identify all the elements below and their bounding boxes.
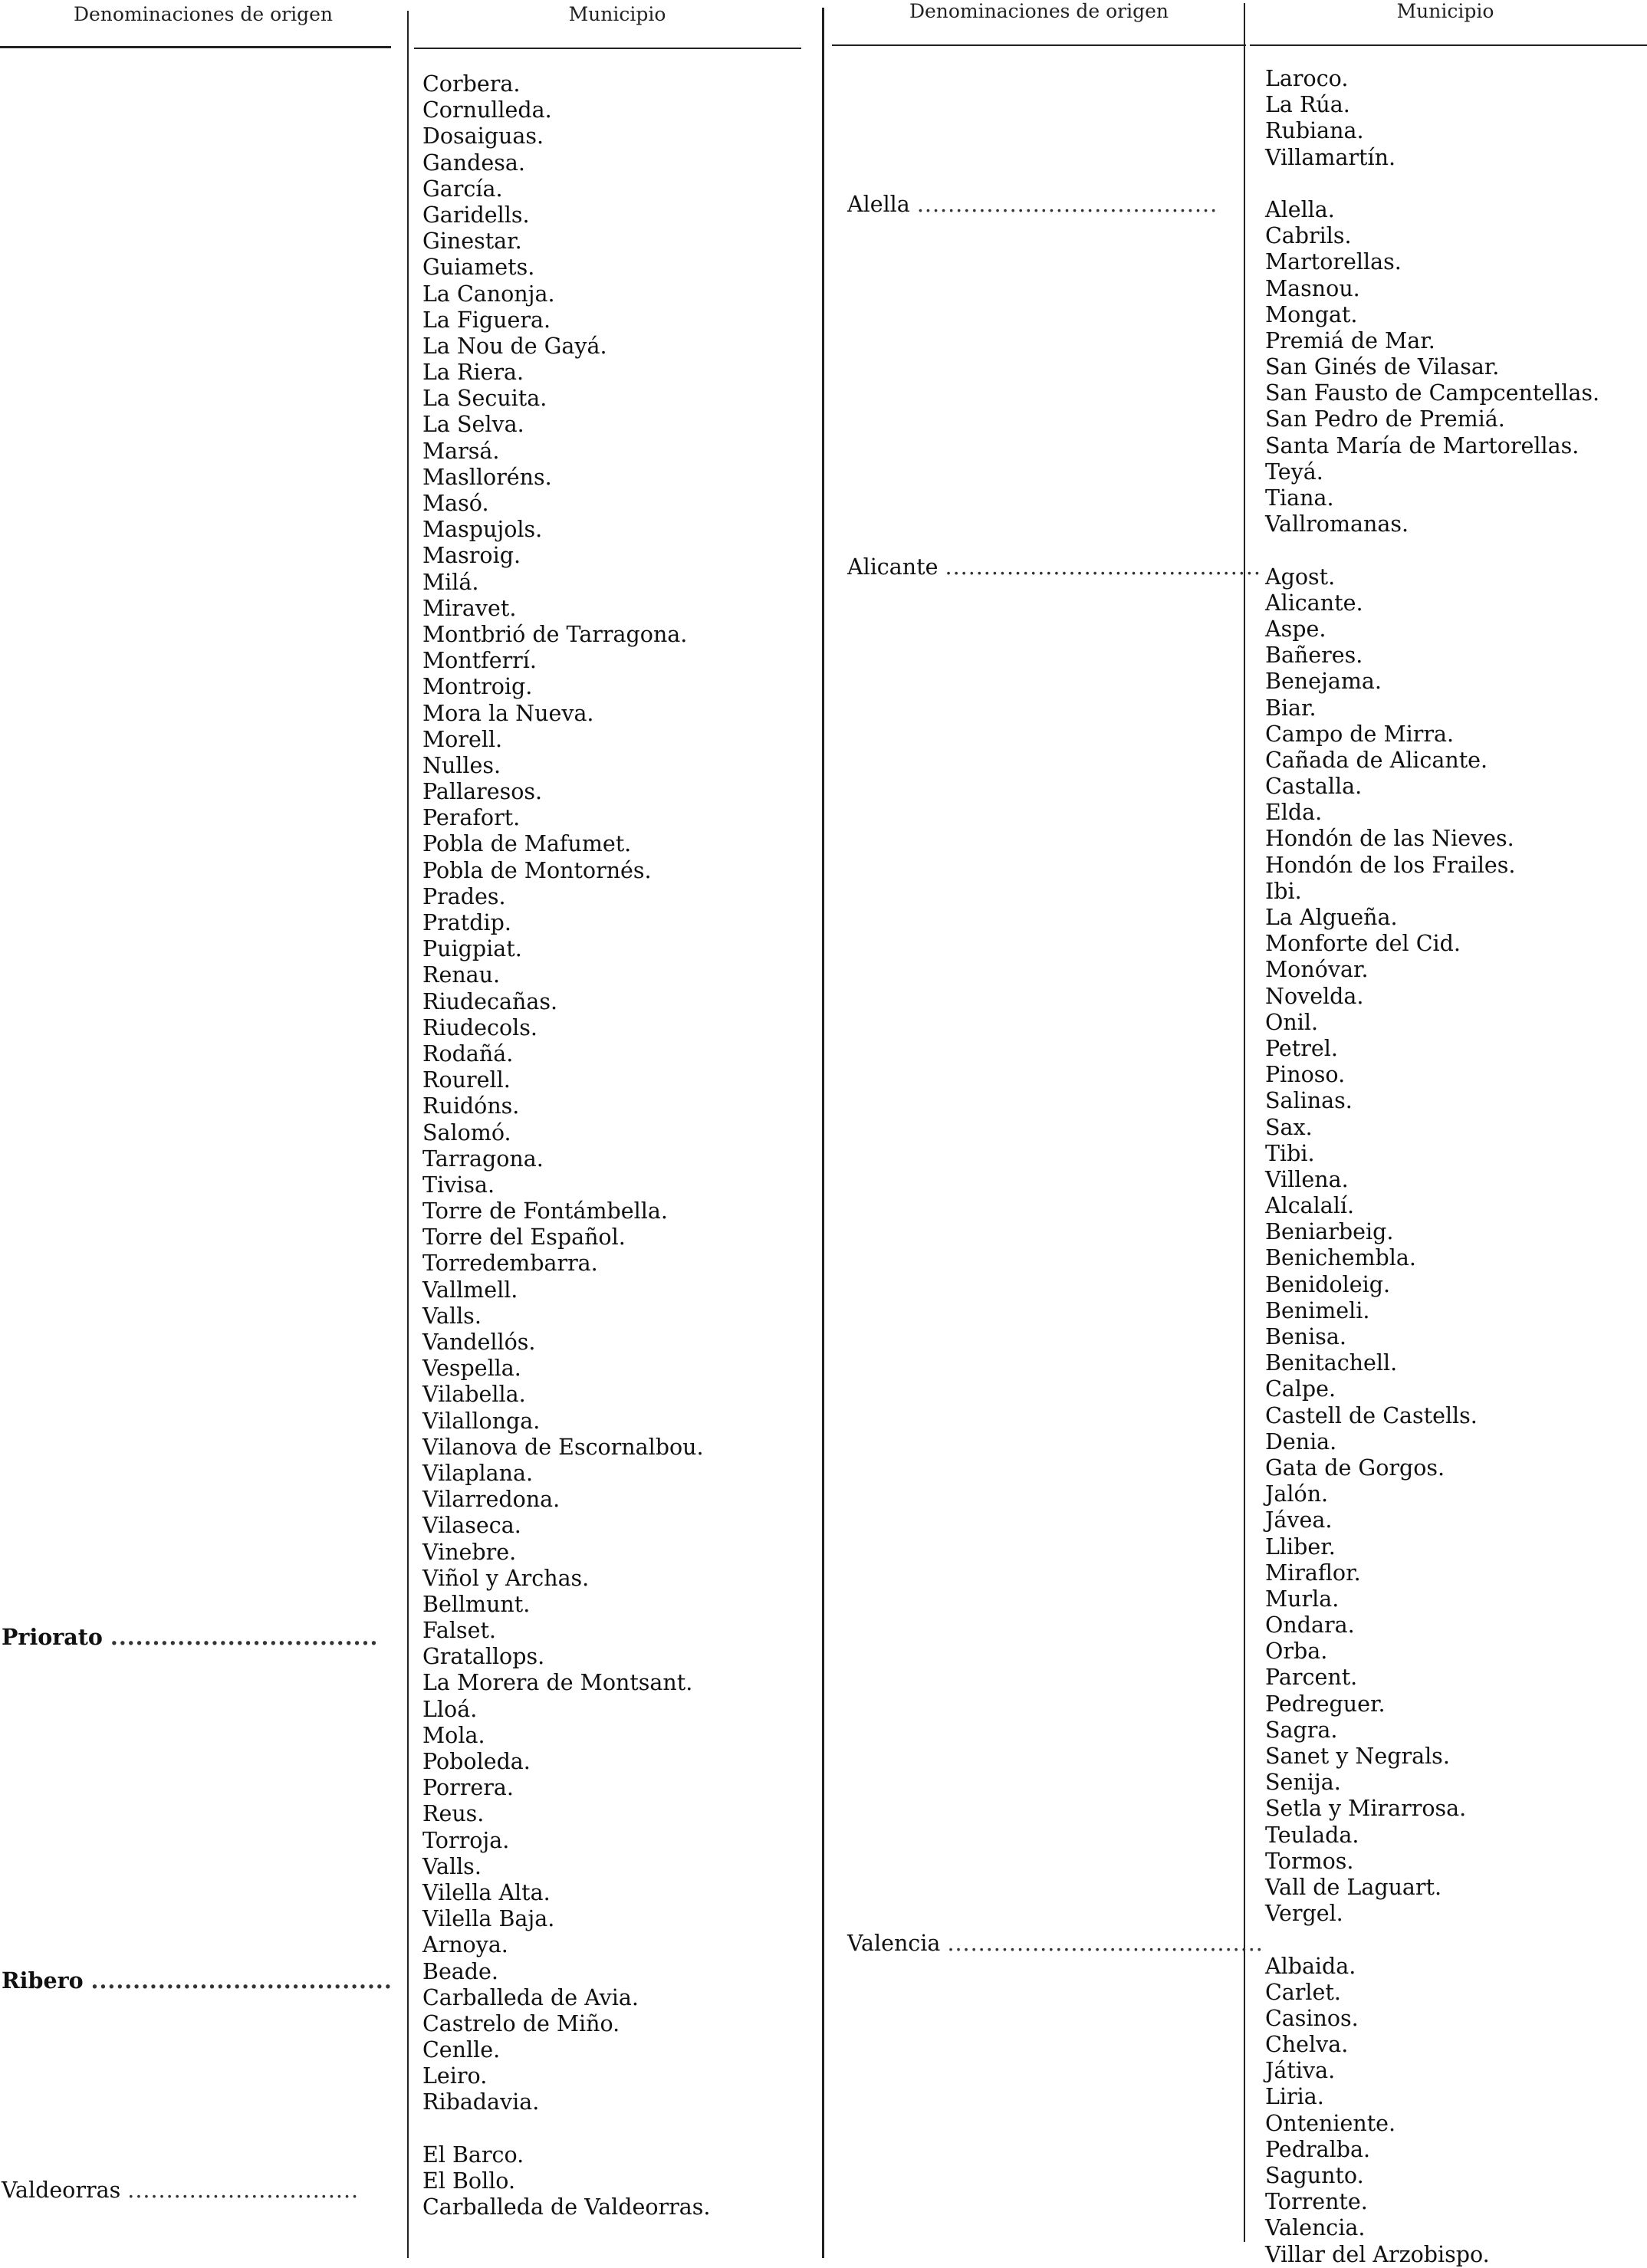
- column-separator-1: [407, 11, 409, 2258]
- denominacion-name: Alella: [847, 192, 910, 217]
- municipio-item: Monóvar.: [1265, 957, 1369, 983]
- municipio-item: Senija.: [1265, 1770, 1341, 1796]
- municipio-item: Novelda.: [1265, 983, 1364, 1009]
- municipio-item: Carballeda de Avia.: [422, 1984, 639, 2010]
- municipio-item: Lliber.: [1265, 1533, 1336, 1560]
- municipio-item: San Pedro de Premiá.: [1265, 406, 1505, 432]
- municipio-item: Maspujols.: [422, 517, 543, 543]
- municipio-item: Teulada.: [1265, 1822, 1359, 1848]
- municipio-item: San Ginés de Vilasar.: [1265, 354, 1500, 380]
- municipio-item: Calpe.: [1265, 1376, 1336, 1402]
- municipio-item: Alicante.: [1265, 590, 1363, 616]
- municipio-item: Chelva.: [1265, 2032, 1349, 2058]
- municipio-item: Torre del Español.: [422, 1224, 626, 1251]
- municipio-item: Puigpiat.: [422, 936, 522, 962]
- denominacion-priorato: [2, 1624, 378, 1650]
- municipio-item: Cenlle.: [422, 2037, 501, 2063]
- municipio-item: Liria.: [1265, 2084, 1324, 2110]
- municipio-item: Pedreguer.: [1265, 1691, 1386, 1717]
- municipio-item: Pobla de Montornés.: [422, 857, 652, 883]
- municipio-item: Dosaiguas.: [422, 123, 544, 150]
- municipio-item: Pedralba.: [1265, 2136, 1371, 2162]
- header-rule-left-2: [414, 48, 801, 49]
- municipio-item: Vilaseca.: [422, 1513, 521, 1539]
- municipio-item: Salomó.: [422, 1119, 511, 1146]
- municipio-item: Miravet.: [422, 595, 517, 621]
- municipio-item: Bañeres.: [1265, 643, 1363, 669]
- municipio-item: Petrel.: [1265, 1035, 1338, 1061]
- municipio-item: Arnoya.: [422, 1932, 508, 1958]
- municipio-item: Castalla.: [1265, 774, 1363, 800]
- municipio-item: García.: [422, 176, 503, 202]
- municipio-item: Masó.: [422, 491, 489, 516]
- municipio-item: Renau.: [422, 962, 501, 988]
- municipio-item: Rubiana.: [1265, 118, 1364, 144]
- municipio-item: Beniarbeig.: [1265, 1219, 1394, 1245]
- municipio-item: Carlet.: [1265, 1979, 1341, 2005]
- municipio-item: Vallromanas.: [1265, 511, 1409, 537]
- municipio-item: Játiva.: [1265, 2058, 1336, 2084]
- header-rule-right-2: [1250, 44, 1647, 46]
- municipio-item: Villar del Arzobispo.: [1265, 2241, 1490, 2267]
- municipio-item: Vilella Alta.: [422, 1879, 551, 1905]
- dot-leader: .......................................: [916, 192, 1218, 217]
- municipio-item: Monforte del Cid.: [1265, 931, 1461, 957]
- municipio-item: Riudecols.: [422, 1014, 537, 1040]
- municipio-item: Vallmell.: [422, 1277, 518, 1303]
- municipio-item: La Nou de Gayá.: [422, 333, 607, 359]
- municipio-item: Prades.: [422, 883, 506, 909]
- header-rule-left-1: [0, 46, 391, 48]
- municipio-item: Tormos.: [1265, 1848, 1354, 1874]
- municipio-item: San Fausto de Campcentellas.: [1265, 380, 1600, 406]
- municipio-item: La Secuita.: [422, 386, 547, 412]
- municipio-item: Cornulleda.: [422, 97, 552, 123]
- denominacion-name: Alicante: [847, 554, 939, 580]
- municipio-item: Albaida.: [1265, 1953, 1356, 1979]
- dot-leader: ................................: [110, 1624, 379, 1650]
- municipio-item: Salinas.: [1265, 1088, 1353, 1114]
- municipio-item: Pallaresos.: [422, 779, 543, 805]
- municipio-item: Sagunto.: [1265, 2163, 1364, 2188]
- denominacion-alicante: [847, 554, 1261, 580]
- municipio-item: Hondón de los Frailes.: [1265, 852, 1516, 878]
- municipio-item: Premiá de Mar.: [1265, 327, 1435, 353]
- municipio-item: Riudecañas.: [422, 988, 558, 1014]
- denominacion-name: Ribero: [2, 1967, 84, 1994]
- municipio-item: Mongat.: [1265, 301, 1358, 327]
- municipio-item: Carballeda de Valdeorras.: [422, 2194, 711, 2220]
- municipio-item: Torredembarra.: [422, 1251, 598, 1277]
- municipio-item: Vilaplana.: [422, 1460, 534, 1486]
- municipio-item: Masroig.: [422, 543, 521, 569]
- municipio-item: Tarragona.: [422, 1146, 544, 1172]
- municipio-item: Falset.: [422, 1618, 496, 1644]
- municipio-item: Valencia.: [1265, 2215, 1366, 2241]
- header-denominaciones-right: Denominaciones de origen: [909, 0, 1169, 22]
- municipio-item: Cabrils.: [1265, 223, 1352, 249]
- municipio-item: Valls.: [422, 1853, 482, 1879]
- municipio-item: Orba.: [1265, 1639, 1328, 1665]
- denominacion-name: Priorato: [2, 1624, 103, 1650]
- municipio-item: Elda.: [1265, 800, 1323, 826]
- municipio-item: Alcalalí.: [1265, 1193, 1355, 1219]
- municipio-item: Masnou.: [1265, 275, 1360, 301]
- municipio-item: Tiana.: [1265, 485, 1334, 511]
- municipio-item: Villena.: [1265, 1166, 1349, 1192]
- municipio-item: Rourell.: [422, 1067, 511, 1093]
- municipio-item: Montferrí.: [422, 648, 537, 674]
- denominacion-name: Valencia: [847, 1931, 941, 1956]
- municipio-item: Jalón.: [1265, 1481, 1329, 1507]
- municipio-item: Jávea.: [1265, 1507, 1333, 1533]
- municipio-item: Santa María de Martorellas.: [1265, 432, 1580, 459]
- municipio-item: Guiamets.: [422, 255, 535, 281]
- municipio-item: Montbrió de Tarragona.: [422, 621, 688, 647]
- municipio-item: Benisa.: [1265, 1324, 1346, 1349]
- municipio-item: La Algueña.: [1265, 905, 1398, 930]
- municipio-item: Milá.: [422, 569, 479, 595]
- municipio-item: Miraflor.: [1265, 1560, 1361, 1586]
- municipio-item: Torroja.: [422, 1827, 510, 1853]
- municipio-item: Casinos.: [1265, 2005, 1359, 2031]
- municipio-item: Lloá.: [422, 1696, 478, 1722]
- header-municipio-right: Municipio: [1396, 0, 1494, 22]
- municipio-item: La Selva.: [422, 412, 524, 438]
- municipio-item: Agost.: [1265, 564, 1336, 590]
- municipio-item: Benidoleig.: [1265, 1271, 1391, 1297]
- dot-leader: .........................................: [945, 554, 1261, 580]
- municipio-item: Porrera.: [422, 1775, 514, 1801]
- municipio-item: Benichembla.: [1265, 1245, 1416, 1271]
- municipio-item: Tivisa.: [422, 1172, 495, 1198]
- municipio-item: Mola.: [422, 1722, 485, 1748]
- municipio-list-left: [422, 71, 710, 2220]
- municipio-item: Vilabella.: [422, 1382, 526, 1408]
- municipio-item: Benimeli.: [1265, 1297, 1370, 1323]
- dot-leader: ..............................: [127, 2178, 360, 2203]
- municipio-item: Vall de Laguart.: [1265, 1874, 1442, 1900]
- municipio-item: Murla.: [1265, 1586, 1340, 1612]
- municipio-item: Vilanova de Escornalbou.: [422, 1434, 704, 1460]
- municipio-item: Montroig.: [422, 674, 533, 700]
- municipio-item: Vinebre.: [422, 1539, 517, 1565]
- municipio-item: Ondara.: [1265, 1612, 1355, 1639]
- municipio-item: Leiro.: [422, 2063, 488, 2089]
- municipio-item: Ginestar.: [422, 228, 522, 255]
- municipio-item: Poboleda.: [422, 1749, 531, 1774]
- municipio-item: Villamartín.: [1265, 144, 1396, 170]
- municipio-item: Garidells.: [422, 202, 530, 228]
- municipio-item: Onteniente.: [1265, 2110, 1396, 2136]
- municipio-item: Ruidóns.: [422, 1093, 520, 1119]
- municipio-item: Nulles.: [422, 752, 501, 778]
- municipio-item: Onil.: [1265, 1009, 1319, 1035]
- header-denominaciones-left: Denominaciones de origen: [73, 3, 334, 25]
- denominacion-alella: [847, 192, 1218, 218]
- municipio-item: Castell de Castells.: [1265, 1402, 1478, 1428]
- header-municipio-left: Municipio: [568, 3, 666, 25]
- municipio-item: Martorellas.: [1265, 249, 1402, 275]
- municipio-item: Pinoso.: [1265, 1062, 1346, 1088]
- municipio-item: Mora la Nueva.: [422, 700, 594, 726]
- municipio-item: Denia.: [1265, 1428, 1337, 1454]
- municipio-item: Vilella Baja.: [422, 1906, 555, 1932]
- municipio-item: La Morera de Montsant.: [422, 1670, 693, 1696]
- municipio-item: Bellmunt.: [422, 1591, 531, 1617]
- municipio-item: Maslloréns.: [422, 464, 552, 490]
- denominacion-ribero: [2, 1967, 393, 1994]
- denominacion-valdeorras: [2, 2178, 359, 2204]
- municipio-item: Sagra.: [1265, 1717, 1338, 1743]
- municipio-item: Parcent.: [1265, 1665, 1358, 1691]
- column-separator-3: [1244, 3, 1245, 2242]
- municipio-item: Alella.: [1265, 196, 1335, 222]
- column-separator-2: [822, 8, 824, 2258]
- municipio-item: El Bollo.: [422, 2168, 516, 2194]
- municipio-item: Pobla de Mafumet.: [422, 831, 632, 857]
- dot-leader: .........................................: [947, 1931, 1264, 1956]
- municipio-item: Morell.: [422, 726, 503, 752]
- municipio-item: Ibi.: [1265, 878, 1302, 904]
- municipio-item: Vespella.: [422, 1356, 521, 1382]
- municipio-item: Reus.: [422, 1801, 485, 1827]
- municipio-item: Perafort.: [422, 805, 521, 831]
- municipio-item: Vilallonga.: [422, 1408, 541, 1434]
- municipio-item: Laroco.: [1265, 66, 1349, 91]
- municipio-item: Sax.: [1265, 1114, 1313, 1140]
- denominacion-name: Valdeorras: [2, 2178, 121, 2203]
- municipio-item: Marsá.: [422, 438, 500, 464]
- municipio-item: El Barco.: [422, 2141, 524, 2168]
- denominacion-valencia: [847, 1931, 1264, 1957]
- municipio-item: Corbera.: [422, 71, 521, 97]
- municipio-item: Biar.: [1265, 695, 1317, 721]
- municipio-item: Ribadavia.: [422, 2089, 540, 2115]
- municipio-item: Cañada de Alicante.: [1265, 747, 1488, 773]
- municipio-item: Castrelo de Miño.: [422, 2010, 620, 2036]
- municipio-item: Benejama.: [1265, 669, 1382, 695]
- list-spacer: [1265, 171, 1599, 197]
- municipio-item: Rodañá.: [422, 1040, 514, 1067]
- municipio-item: Pratdip.: [422, 910, 511, 935]
- municipio-item: La Canonja.: [422, 281, 555, 307]
- municipio-item: Torrente.: [1265, 2189, 1368, 2215]
- municipio-item: Aspe.: [1265, 616, 1326, 642]
- municipio-item: Gandesa.: [422, 150, 525, 176]
- municipio-item: Setla y Mirarrosa.: [1265, 1796, 1467, 1822]
- municipio-list-right: [1265, 66, 1599, 2268]
- municipio-item: Beade.: [422, 1958, 498, 1984]
- municipio-item: Gata de Gorgos.: [1265, 1454, 1445, 1481]
- municipio-item: Tibi.: [1265, 1140, 1315, 1166]
- municipio-item: Sanet y Negrals.: [1265, 1744, 1450, 1769]
- municipio-item: Viñol y Archas.: [422, 1565, 590, 1591]
- dot-leader: ....................................: [90, 1967, 393, 1994]
- municipio-item: La Riera.: [422, 360, 524, 386]
- municipio-item: Hondón de las Nieves.: [1265, 826, 1514, 852]
- municipio-item: Vandellós.: [422, 1330, 536, 1355]
- header-rule-right-1: [832, 44, 1246, 46]
- list-spacer: [422, 2116, 710, 2142]
- municipio-item: Torre de Fontámbella.: [422, 1198, 668, 1224]
- municipio-item: Vilarredona.: [422, 1487, 561, 1513]
- municipio-item: Teyá.: [1265, 459, 1323, 485]
- municipio-item: La Rúa.: [1265, 92, 1350, 118]
- municipio-item: La Figuera.: [422, 307, 551, 333]
- list-spacer: [1265, 1927, 1599, 1953]
- municipio-item: Campo de Mirra.: [1265, 721, 1455, 747]
- municipio-item: Vergel.: [1265, 1901, 1343, 1927]
- municipio-item: Benitachell.: [1265, 1350, 1398, 1376]
- municipio-item: Gratallops.: [422, 1644, 545, 1670]
- list-spacer: [1265, 537, 1599, 564]
- municipio-item: Valls.: [422, 1303, 482, 1329]
